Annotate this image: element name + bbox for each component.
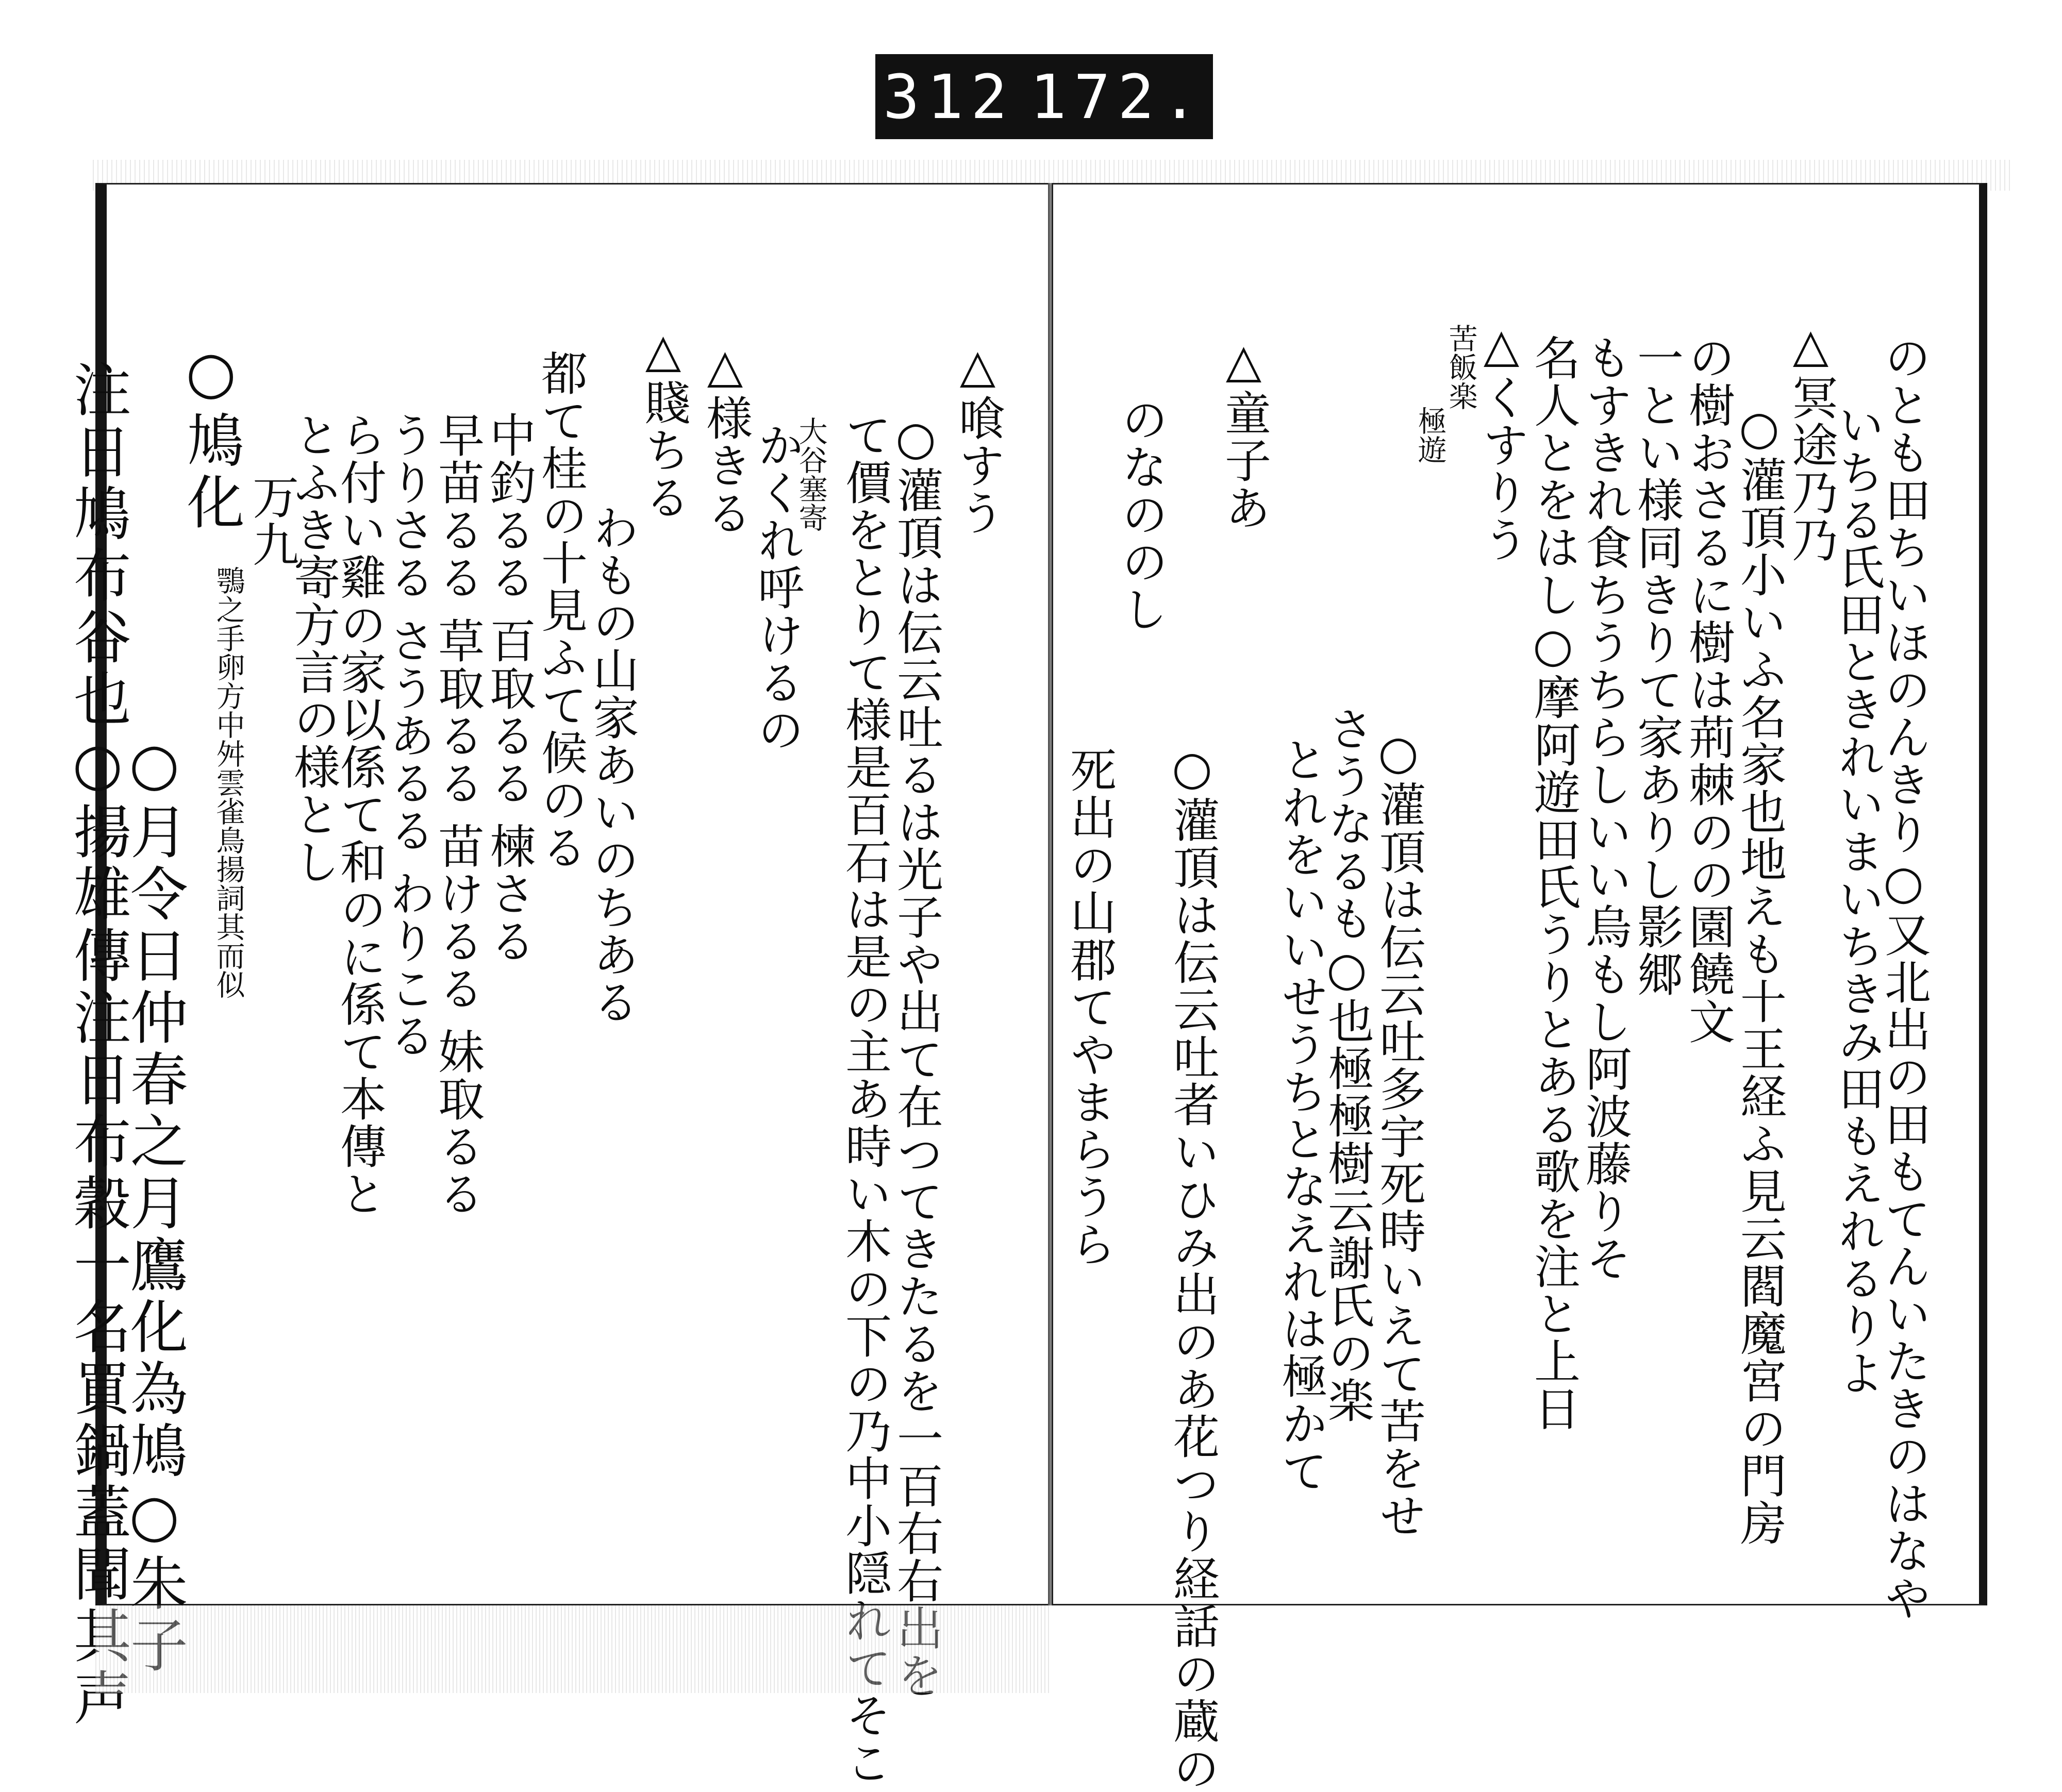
text-column: ○灌頂は伝云吐るは光子や出て在つてきたるを一百右右出を: [889, 411, 943, 1699]
text-column: △童子あ: [1217, 334, 1271, 531]
text-column: うりさる さうあるる わりこる: [381, 411, 435, 1060]
page-number-plate: [875, 54, 1213, 139]
text-column: 万九: [244, 473, 298, 568]
text-column: ○灌頂小いふ名家也地えも十王経ふ見云閻魔宮の門房: [1732, 401, 1786, 1547]
text-column: て價をとりて様是百石は是の主あ時い木の下の乃中小隠れてそこ: [837, 411, 891, 1786]
text-column: ら付い雞の家以係て和のに係て本傳と: [332, 411, 386, 1217]
text-column: もすきれ食ちうちらしいい烏もし阿波藤りそ: [1577, 334, 1632, 1282]
text-column: 一とい様同きりて家ありし影郷: [1629, 334, 1683, 998]
text-column: △賤ちる: [636, 324, 690, 521]
text-column: 鶚之手卵方中舛雲雀鳥揚詞其而似: [211, 566, 245, 999]
text-column: △喰すう: [951, 339, 1005, 537]
text-column: 大谷塞寄: [794, 416, 828, 532]
text-column: とふき寄方言の様とし: [286, 411, 340, 885]
plate-number-right: 172.: [1029, 61, 1206, 132]
text-column: △くすりう: [1474, 319, 1528, 563]
text-column: △様きる: [698, 339, 752, 537]
plate-number-left: 312: [883, 61, 1015, 132]
text-column: 早苗るる 草取るる 苗けるる 妹取るる: [430, 411, 484, 1217]
right-page: [1052, 183, 1987, 1792]
text-column: ○灌頂は伝云吐者いひみ出のあ花つり経話の蔵の: [1165, 741, 1219, 1792]
text-column: ○灌頂は伝云吐多宇死時いえて苦をせ: [1371, 726, 1425, 1539]
text-column: 死出の山郡てやまらうら: [1062, 746, 1116, 1268]
left-page: [64, 183, 1052, 1786]
text-column: のなののし: [1113, 396, 1168, 633]
text-column: とれをいいせうちとなえれは極かて: [1273, 736, 1327, 1495]
text-column: 都て桂の十見ふて候のる: [533, 349, 587, 871]
text-column: いちる氏田ときれいまいちきみ田もえれるりよ: [1830, 401, 1884, 1397]
text-column: わもの山家あいのちある: [585, 504, 639, 1026]
text-column: 名人とをはし○摩阿遊田氏うりとある歌を注と上日: [1526, 334, 1580, 1432]
text-column: のとも田ちいほのんきり○又北出の田もてんいたきのはなや: [1876, 334, 1931, 1622]
text-column: ○鳩化: [177, 339, 245, 534]
text-column: の樹おさるに樹は荊棘のの園饒文: [1681, 334, 1735, 1045]
text-column: 苦飯楽: [1444, 324, 1478, 410]
text-column: △冥途乃乃: [1784, 319, 1838, 563]
text-column: 極遊: [1413, 406, 1447, 464]
text-column: 中釣るる 百取るる 楝さる: [481, 411, 536, 965]
page-edge-texture: [95, 1605, 1052, 1693]
text-column: かくれ呼けるの: [750, 422, 804, 753]
text-column: さうなるも○也極極樹云謝氏の楽: [1320, 705, 1374, 1424]
text-column: 注日鳩布谷也○揚雄傳注日布穀一名買鍋蓋聞其声: [64, 360, 131, 1730]
text-column: ○月令日仲春之月鷹化為鳩○朱子: [121, 731, 188, 1677]
open-book: [64, 183, 1987, 1792]
